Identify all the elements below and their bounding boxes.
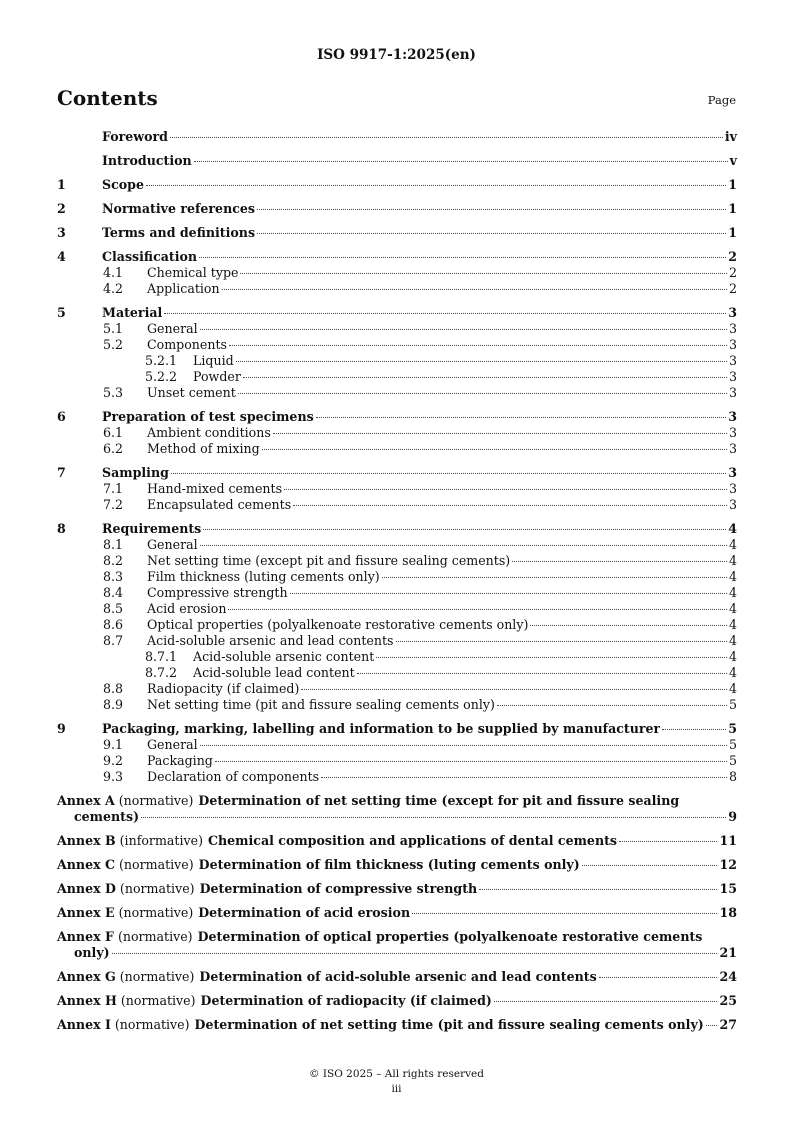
annex-kind: (normative) [117,929,193,944]
toc-entry-page: 3 [728,497,737,512]
annex-title: Determination of acid erosion [198,905,411,920]
toc-entry[interactable] [57,281,737,297]
toc-entry-number: 6.1 [103,425,124,440]
annex-title-continued: cements) [74,809,140,824]
toc-entry[interactable] [57,201,737,217]
annex-kind: (normative) [119,857,194,872]
toc-entry-page: 4 [728,665,737,680]
toc-gap [57,401,737,409]
dot-leader [240,273,727,274]
annex-kind: (normative) [119,969,195,984]
annex-label: Annex B [57,833,116,848]
toc-entry-title: Acid-soluble arsenic content [193,649,375,664]
dot-leader [396,641,727,642]
toc-entry-page: 1 [728,201,737,216]
dot-leader [215,761,727,762]
toc-entry[interactable] [57,721,737,737]
toc-entry-page: 4 [728,537,737,552]
dot-leader [228,609,727,610]
toc-gap [57,513,737,521]
toc-entry-title: Encapsulated cements [147,497,292,512]
toc-entry-number: 7.1 [103,481,124,496]
toc-entry-title: Packaging, marking, labelling and information to be supplied by manufacturer [102,721,661,736]
annex-label: Annex I [57,1017,111,1032]
dot-leader [273,433,727,434]
annex-label: Annex E [57,905,115,920]
annex-title: Determination of optical properties (polyalkenoate restorative cements [197,929,703,944]
toc-entry-number: 5.3 [103,385,124,400]
dot-leader [376,657,727,658]
dot-leader [171,473,726,474]
toc-entry[interactable] [57,649,737,665]
toc-entry-title: Packaging [147,753,213,768]
toc-entry-page: 4 [728,521,737,536]
annex-page: 9 [728,809,737,824]
toc-entry-page: 4 [728,681,737,696]
toc-entry-number: 9.2 [103,753,124,768]
toc-entry-number: 2 [57,201,66,216]
annex-kind: (normative) [114,1017,190,1032]
dot-leader [301,689,727,690]
page-column-label: Page [707,93,736,107]
toc-entry-number: 7.2 [103,497,124,512]
toc-entry-page: 3 [728,369,737,384]
annex-line [57,857,737,873]
toc-gap [57,713,737,721]
toc-entry[interactable] [57,665,737,681]
dot-leader [321,777,727,778]
annex-page: 27 [719,1017,737,1032]
toc-gap [57,193,737,201]
annex-page: 24 [719,969,737,984]
dot-leader [236,361,727,362]
page-footer [0,1067,793,1097]
dot-leader [199,257,726,258]
dot-leader [619,841,717,842]
toc-entry-title: Radiopacity (if claimed) [147,681,300,696]
annex-label: Annex G [57,969,116,984]
dot-leader [382,577,727,578]
annex-entry[interactable] [57,793,737,825]
toc-entry-page: 4 [728,649,737,664]
toc-entry-page: 4 [728,553,737,568]
toc-entry[interactable] [57,681,737,697]
toc-entry[interactable] [57,753,737,769]
toc-entry-page: 4 [728,601,737,616]
dot-leader [316,417,727,418]
annex-label: Annex C [57,857,116,872]
toc-entry-page: 2 [728,265,737,280]
toc-entry-page: 1 [728,225,737,240]
toc-gap [57,217,737,225]
toc-entry-number: 8.5 [103,601,124,616]
toc-entry[interactable] [57,353,737,369]
annex-page: 12 [719,857,737,872]
annex-label: Annex D [57,881,116,896]
annex-entry[interactable] [57,929,737,961]
dot-leader [284,489,727,490]
toc-entry-title: Terms and definitions [102,225,256,240]
annex-kind: (normative) [118,905,194,920]
toc-entry[interactable] [57,521,737,537]
annex-line-continued [57,809,737,825]
toc-entry[interactable] [57,425,737,441]
toc-entry-page: 3 [728,385,737,400]
annex-line [57,881,737,897]
toc-entry-title: Normative references [102,201,256,216]
toc-entry-title: Preparation of test specimens [102,409,314,424]
toc-entry-page: 5 [728,721,737,736]
annex-line [57,969,737,985]
annex-kind: (informative) [119,833,203,848]
toc-entry-number: 5.1 [103,321,124,336]
dot-leader [141,817,726,818]
toc-entry-page: 5 [728,737,737,752]
toc-entry-page: iv [724,129,737,144]
toc-entry-page: 3 [728,321,737,336]
toc-entry-title: Sampling [102,465,169,480]
toc-entry-number: 8.9 [103,697,124,712]
toc-entry-number: 5.2.1 [145,353,178,368]
toc-entry-title: Requirements [102,521,202,536]
toc-entry-page: v [729,153,737,168]
toc-entry-number: 8.7.1 [145,649,178,664]
dot-leader [243,377,727,378]
toc-entry-number: 4.1 [103,265,124,280]
toc-entry-number: 8.4 [103,585,124,600]
toc-entry[interactable] [57,385,737,401]
annex-page: 15 [719,881,737,896]
toc-entry-number: 8.8 [103,681,124,696]
toc-entry-number: 4 [57,249,66,264]
toc-entry-number: 3 [57,225,66,240]
annex-kind: (normative) [118,793,194,808]
toc-entry[interactable] [57,697,737,713]
toc-entry-title: Acid erosion [147,601,227,616]
toc-entry[interactable] [57,369,737,385]
toc-entry-number: 9 [57,721,66,736]
annex-entry[interactable] [57,969,737,985]
toc-entry[interactable] [57,633,737,649]
dot-leader [257,209,726,210]
toc-entry[interactable] [57,409,737,425]
dot-leader [222,289,727,290]
annex-page: 25 [719,993,737,1008]
dot-leader [599,977,718,978]
toc-entry[interactable] [57,337,737,353]
dot-leader [238,393,727,394]
toc-entry-number: 5.2 [103,337,124,352]
toc-entry-title: Application [147,281,220,296]
toc-entry-number: 9.3 [103,769,124,784]
toc-entry[interactable] [57,481,737,497]
toc-entry-title: Unset cement [147,385,236,400]
toc-entry-page: 3 [728,441,737,456]
annex-kind: (normative) [120,993,196,1008]
toc-entry[interactable] [57,465,737,481]
toc-entry-number: 8.3 [103,569,124,584]
toc-entry[interactable] [57,497,737,513]
dot-leader [494,1001,718,1002]
dot-leader [412,913,717,914]
annex-entry[interactable] [57,881,737,897]
dot-leader [200,745,727,746]
toc-entry-title: General [147,321,198,336]
toc-entry[interactable] [57,305,737,321]
toc-entry-title: Components [147,337,228,352]
toc-entry[interactable] [57,737,737,753]
annex-kind: (normative) [119,881,195,896]
toc-entry-page: 8 [728,769,737,784]
dot-leader [203,529,726,530]
dot-leader [229,345,727,346]
annex-page: 21 [719,945,737,960]
toc-entry-page: 5 [728,697,737,712]
annex-label: Annex F [57,929,114,944]
toc-entry-number: 6 [57,409,66,424]
annex-line [57,1017,737,1033]
annex-entry[interactable] [57,905,737,921]
toc-entry[interactable] [57,265,737,281]
dot-leader [194,161,728,162]
dot-leader [200,329,727,330]
toc-entry[interactable] [57,153,737,169]
dot-leader [662,729,726,730]
toc-entry-number: 9.1 [103,737,124,752]
dot-leader [112,953,718,954]
toc-entry-number: 8.6 [103,617,124,632]
toc-entry-number: 8.2 [103,553,124,568]
toc-entry-page: 1 [728,177,737,192]
toc-entry-title: Ambient conditions [147,425,271,440]
toc-entry-number: 1 [57,177,66,192]
toc-entry[interactable] [57,537,737,553]
toc-entry-page: 3 [728,465,737,480]
dot-leader [200,545,727,546]
toc-entry[interactable] [57,249,737,265]
annex-title: Chemical composition and applications of dental cements [207,833,618,848]
toc-entry-title: Acid-soluble arsenic and lead contents [147,633,394,648]
annex-title: Determination of radiopacity (if claimed) [200,993,492,1008]
dot-leader [146,185,726,186]
toc-entry-page: 3 [728,305,737,320]
toc-entry[interactable] [57,129,737,145]
dot-leader [293,505,727,506]
toc-entry-number: 7 [57,465,66,480]
annex-line [57,833,737,849]
toc-entry-title: Introduction [102,153,192,168]
document-id-header: ISO 9917-1:2025(en) [317,47,476,63]
dot-leader [512,561,727,562]
page-number: iii [391,1083,402,1095]
annex-entry[interactable] [57,857,737,873]
toc-entry-title: Scope [102,177,144,192]
toc-gap [57,297,737,305]
toc-entry-title: General [147,737,198,752]
toc-entry-number: 6.2 [103,441,124,456]
dot-leader [257,233,726,234]
toc-entry[interactable] [57,617,737,633]
dot-leader [357,673,727,674]
toc-entry[interactable] [57,569,737,585]
toc-entry-page: 4 [728,617,737,632]
annex-line [57,793,737,809]
toc-gap [57,169,737,177]
annex-line-continued [57,945,737,961]
annex-title: Determination of net setting time (except for pit and fissure sealing [198,793,680,808]
annex-title: Determination of net setting time (pit and fissure sealing cements only) [194,1017,704,1032]
annex-entry[interactable] [57,833,737,849]
annex-label: Annex A [57,793,115,808]
annex-line [57,905,737,921]
annex-title: Determination of compressive strength [199,881,478,896]
toc-entry-title: Material [102,305,163,320]
toc-entry-page: 2 [728,249,737,264]
dot-leader [262,449,727,450]
copyright-notice: © ISO 2025 – All rights reserved [309,1068,484,1080]
toc-entry-page: 3 [728,353,737,368]
dot-leader [582,865,718,866]
toc-entry-title: Compressive strength [147,585,288,600]
toc-entry-title: Chemical type [147,265,239,280]
toc-entry[interactable] [57,321,737,337]
toc-gap [57,241,737,249]
annex-page: 18 [719,905,737,920]
toc-entry[interactable] [57,553,737,569]
dot-leader [497,705,727,706]
toc-gap [57,145,737,153]
toc-entry-page: 3 [728,409,737,424]
dot-leader [164,313,726,314]
toc-entry-number: 8.7 [103,633,124,648]
toc-entry-title: Film thickness (luting cements only) [147,569,380,584]
toc-entry-title: Acid-soluble lead content [193,665,355,680]
toc-entry-title: Declaration of components [147,769,320,784]
annex-title-continued: only) [74,945,110,960]
toc-entry-page: 4 [728,633,737,648]
toc-entry-title: Method of mixing [147,441,260,456]
dot-leader [706,1025,718,1026]
table-of-contents [57,129,737,1041]
toc-entry[interactable] [57,177,737,193]
dot-leader [479,889,717,890]
toc-entry-page: 4 [728,585,737,600]
toc-entry-title: Powder [193,369,241,384]
toc-entry-title: Classification [102,249,198,264]
toc-entry[interactable] [57,585,737,601]
toc-entry-title: Hand-mixed cements [147,481,283,496]
dot-leader [530,625,727,626]
annex-line [57,929,737,945]
annex-label: Annex H [57,993,117,1008]
annex-page: 11 [719,833,737,848]
toc-entry-title: Optical properties (polyalkenoate restorative cements only) [147,617,529,632]
toc-entry-number: 8.7.2 [145,665,178,680]
annex-title: Determination of acid-soluble arsenic and lead contents [199,969,597,984]
toc-entry-number: 8.1 [103,537,124,552]
toc-entry[interactable] [57,601,737,617]
toc-entry[interactable] [57,769,737,785]
annex-entry[interactable] [57,993,737,1009]
dot-leader [290,593,727,594]
toc-entry-page: 3 [728,481,737,496]
dot-leader [170,137,723,138]
toc-entry-page: 2 [728,281,737,296]
annex-line [57,993,737,1009]
toc-entry-title: General [147,537,198,552]
toc-entry-page: 5 [728,753,737,768]
toc-gap [57,457,737,465]
toc-entry-title: Foreword [102,129,168,144]
toc-entry-title: Liquid [193,353,234,368]
toc-entry-page: 3 [728,425,737,440]
toc-gap [57,785,737,793]
annex-title: Determination of film thickness (luting cements only) [198,857,580,872]
contents-heading: Contents [57,86,158,110]
toc-entry-page: 3 [728,337,737,352]
toc-entry-title: Net setting time (pit and fissure sealing cements only) [147,697,495,712]
toc-entry[interactable] [57,441,737,457]
toc-entry-number: 5 [57,305,66,320]
toc-entry[interactable] [57,225,737,241]
toc-entry-number: 5.2.2 [145,369,178,384]
toc-entry-number: 4.2 [103,281,124,296]
toc-entry-title: Net setting time (except pit and fissure sealing cements) [147,553,511,568]
toc-entry-number: 8 [57,521,66,536]
annex-entry[interactable] [57,1017,737,1033]
toc-entry-page: 4 [728,569,737,584]
